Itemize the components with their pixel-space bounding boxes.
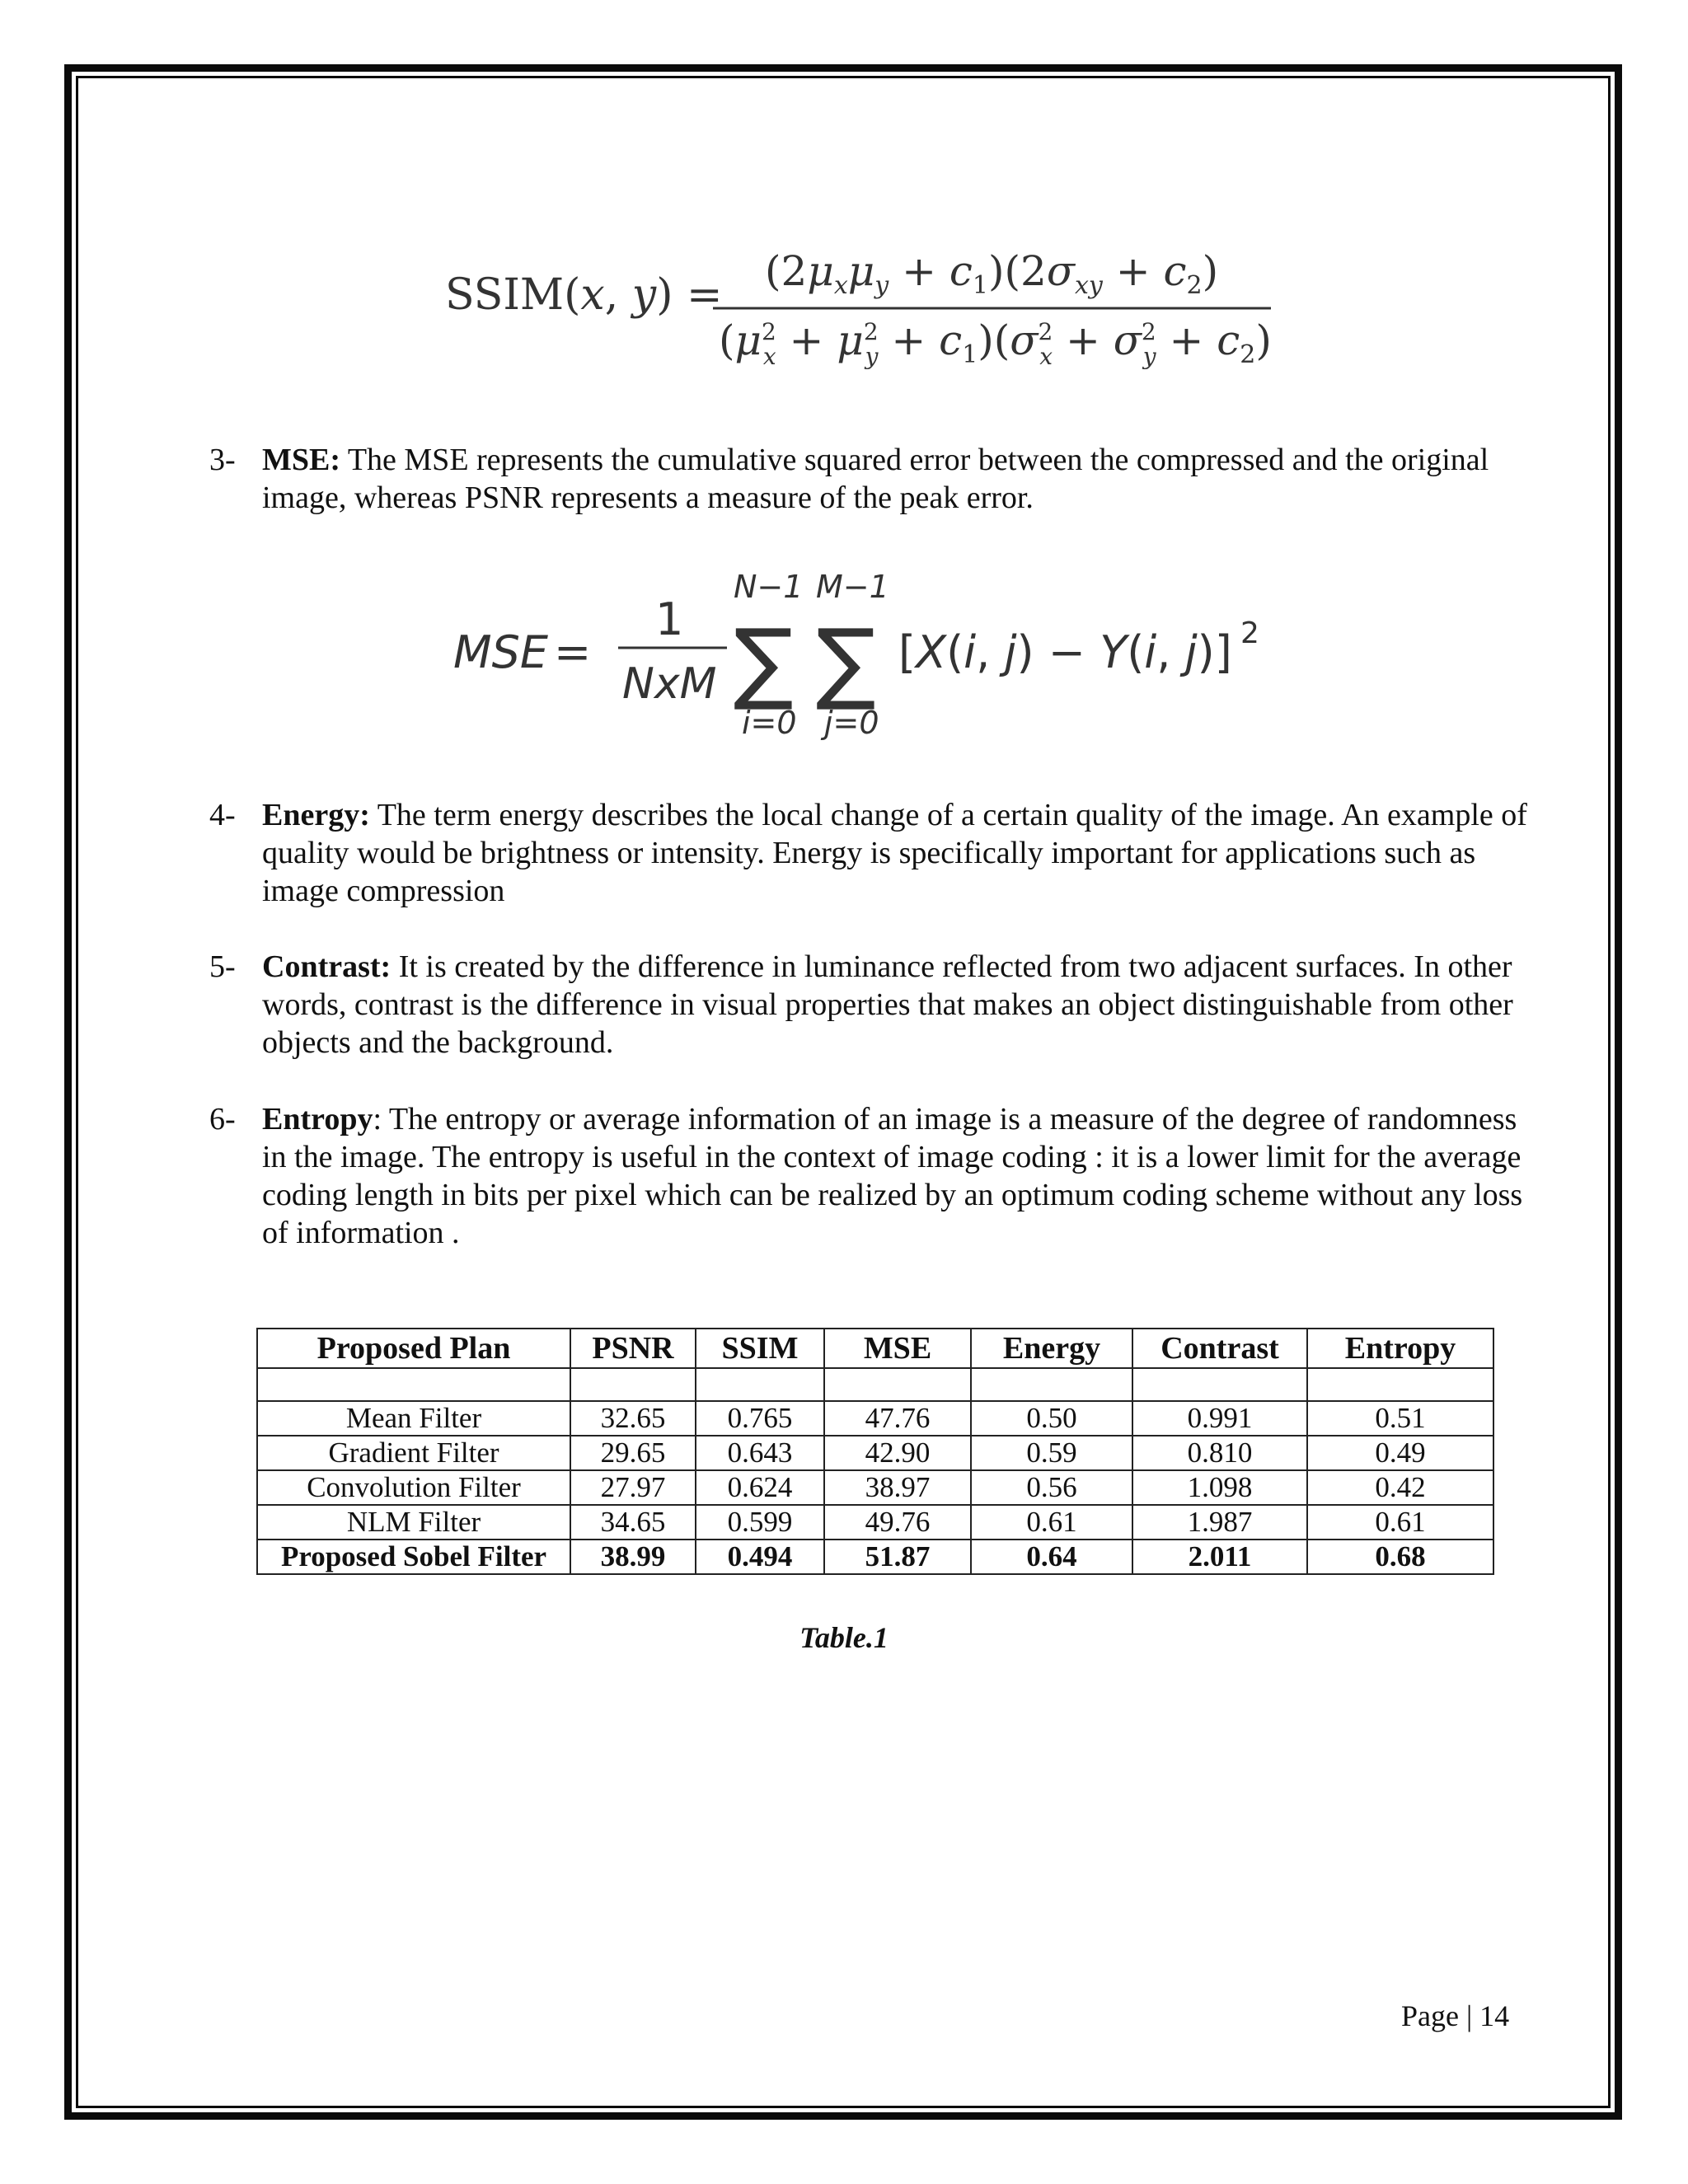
mse-formula (453, 560, 1278, 750)
svg-text:∑: ∑ (734, 611, 794, 714)
table-cell: 0.810 (1132, 1436, 1307, 1470)
table-cell: Proposed Sobel Filter (257, 1540, 570, 1574)
table-cell: 0.51 (1307, 1401, 1493, 1436)
table-cell (570, 1368, 696, 1401)
table-header: Proposed Plan (257, 1329, 570, 1368)
table-row (257, 1436, 1493, 1470)
table-cell: 1.098 (1132, 1470, 1307, 1505)
table-cell (696, 1368, 824, 1401)
table-cell: 0.59 (971, 1436, 1132, 1470)
table-header: MSE (824, 1329, 971, 1368)
results-table (256, 1328, 1494, 1575)
svg-text:N−1: N−1 (734, 569, 804, 605)
table-cell: 2.011 (1132, 1540, 1307, 1574)
table-row (257, 1401, 1493, 1436)
list-item-contrast (209, 948, 1528, 1062)
list-item-entropy (209, 1100, 1528, 1252)
table-header: SSIM (696, 1329, 824, 1368)
table-cell: 0.42 (1307, 1470, 1493, 1505)
svg-text:[X(i, j) − Y(i, j)]: [X(i, j) − Y(i, j)] (898, 626, 1232, 678)
table-cell: 0.56 (971, 1470, 1132, 1505)
page-border-inner (76, 76, 1611, 2108)
table-cell: 38.99 (570, 1540, 696, 1574)
table-blank-row (257, 1368, 1493, 1401)
table-cell: 47.76 (824, 1401, 971, 1436)
table-header: Energy (971, 1329, 1132, 1368)
table-caption: Table.1 (799, 1621, 889, 1654)
table-header: PSNR (570, 1329, 696, 1368)
list-number: 5- (209, 949, 236, 984)
svg-text:j=0: j=0 (824, 705, 879, 741)
list-number: 4- (209, 798, 236, 832)
table-cell: Convolution Filter (257, 1470, 570, 1505)
table-cell: 0.494 (696, 1540, 824, 1574)
svg-text:i=0: i=0 (742, 705, 797, 741)
table-header: Entropy (1307, 1329, 1493, 1368)
desc-mse: The MSE represents the cumulative squared error between the compressed and the original image, whereas PSNR represents a measure of the peak error. (262, 443, 1489, 515)
table-cell (1132, 1368, 1307, 1401)
table-cell: 0.765 (696, 1401, 824, 1436)
term-mse: MSE: (262, 443, 340, 477)
list-number: 6- (209, 1102, 236, 1137)
table-cell (971, 1368, 1132, 1401)
table-cell: NLM Filter (257, 1505, 570, 1540)
svg-text:1: 1 (655, 593, 684, 645)
svg-text:(2μxμy + c1)(2σxy + c2): $(2\mu_x\mu_y + c_1)(2\sigma_{xy} + c_2)$ (765, 247, 1219, 300)
desc-contrast: It is created by the difference in luminance reflected from two adjacent surfaces. In other words, contrast is the difference in visual properties that makes an object distinguishable from other objects and the background. (262, 949, 1513, 1060)
table-cell: Gradient Filter (257, 1436, 570, 1470)
table-cell: 0.64 (971, 1540, 1132, 1574)
table-cell (257, 1368, 570, 1401)
table-row (257, 1470, 1493, 1505)
svg-text:NxM: NxM (622, 659, 717, 709)
table-row-proposed (257, 1540, 1493, 1574)
desc-entropy: : The entropy or average information of an image is a measure of the degree of randomness in the image. The entropy is useful in the context of image coding : it is a lower limit for the average coding length in bits per pixel which can be realized by an optimum coding scheme without any loss of information . (262, 1102, 1523, 1250)
table-cell: 38.97 (824, 1470, 971, 1505)
svg-text:M−1: M−1 (816, 569, 889, 605)
svg-text:∑: ∑ (816, 611, 876, 714)
table-cell: 42.90 (824, 1436, 971, 1470)
table-cell: 0.599 (696, 1505, 824, 1540)
svg-text:(μ2x + μ2y + c1)(σ2x + σ2y + c: ($\mu^2$ $x + \mu^2$ $y + c_1)(\sigma^2$ $x + \sigma^2$ $y + c_2$) (719, 316, 1272, 370)
term-energy: Energy: (262, 798, 370, 832)
table-header-row (257, 1329, 1493, 1368)
table-cell: 0.68 (1307, 1540, 1493, 1574)
table-cell (824, 1368, 971, 1401)
table-cell: 0.61 (971, 1505, 1132, 1540)
svg-text:=: = (554, 626, 592, 678)
table-cell: 0.50 (971, 1401, 1132, 1436)
table-row (257, 1505, 1493, 1540)
svg-text:2: 2 (1240, 616, 1259, 650)
table-cell: 34.65 (570, 1505, 696, 1540)
ssim-formula (437, 239, 1278, 379)
table-header: Contrast (1132, 1329, 1307, 1368)
table-cell: 51.87 (824, 1540, 971, 1574)
list-item-energy (209, 796, 1528, 910)
table-cell: 1.987 (1132, 1505, 1307, 1540)
table-cell: 0.49 (1307, 1436, 1493, 1470)
table-cell: Mean Filter (257, 1401, 570, 1436)
table-cell: 0.624 (696, 1470, 824, 1505)
table-cell: 32.65 (570, 1401, 696, 1436)
desc-energy: The term energy describes the local change of a certain quality of the image. An example of quality would be brightness or intensity. Energy is specifically important for applications such as image compression (262, 798, 1527, 908)
term-contrast: Contrast: (262, 949, 392, 984)
svg-text:SSIM(x, y) =: SSIM(x, y) = (445, 270, 723, 320)
term-entropy: Entropy (262, 1102, 373, 1137)
table-cell: 0.61 (1307, 1505, 1493, 1540)
svg-text:MSE: MSE (453, 626, 548, 678)
table-cell: 49.76 (824, 1505, 971, 1540)
list-number: 3- (209, 443, 236, 477)
table-cell (1307, 1368, 1493, 1401)
table-cell: 0.643 (696, 1436, 824, 1470)
table-cell: 27.97 (570, 1470, 696, 1505)
list-item-mse (209, 441, 1528, 517)
table-cell: 0.991 (1132, 1401, 1307, 1436)
table-cell: 29.65 (570, 1436, 696, 1470)
page-number: Page | 14 (1401, 1999, 1510, 2032)
